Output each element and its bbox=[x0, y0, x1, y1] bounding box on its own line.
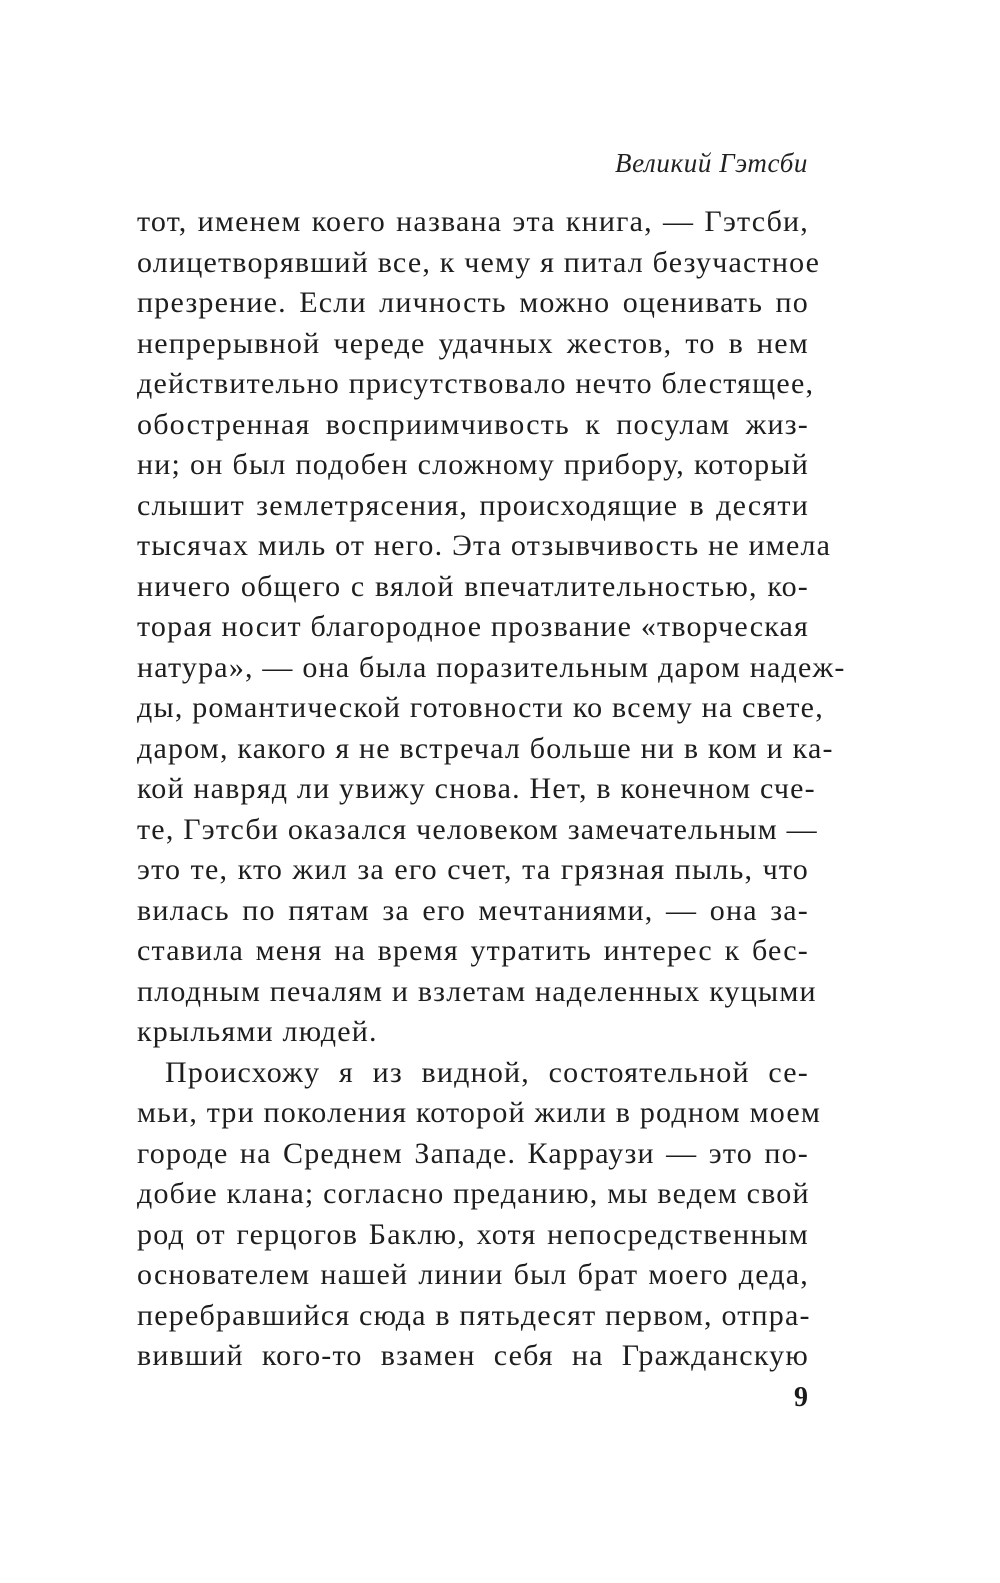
text-line: кой навряд ли увижу снова. Нет, в конечном сче- bbox=[137, 772, 816, 805]
running-head: Великий Гэтсби bbox=[615, 148, 808, 178]
text-line: основателем нашей линии был брат моего деда, bbox=[137, 1258, 809, 1291]
text-line: плодным печалям и взлетам наделенных куцыми bbox=[137, 974, 817, 1008]
text-line: тысячах миль от него. Эта отзывчивость не имела bbox=[137, 529, 832, 562]
text-line: ды, романтической готовности ко всему на свете, bbox=[137, 691, 824, 724]
text-line: перебравшийся сюда в пятьдесят первом, отпра- bbox=[137, 1298, 811, 1332]
text-line: те, Гэтсби оказался человеком замечательным — bbox=[137, 812, 818, 846]
text-line: презрение. Если личность можно оценивать по bbox=[137, 286, 809, 319]
text-line: вилась по пятам за его мечтаниями, — она за- bbox=[137, 893, 809, 927]
text-line: даром, какого я не встречал больше ни в ком и ка- bbox=[137, 731, 834, 765]
text-line: крыльями людей. bbox=[137, 1015, 378, 1048]
paragraph-2 bbox=[137, 1053, 822, 1377]
text-line: городе на Среднем Западе. Карраузи — это по- bbox=[137, 1136, 809, 1170]
text-line: вивший кого-то взамен себя на Гражданскую bbox=[137, 1339, 809, 1372]
text-line: обостренная восприимчивость к посулам жиз- bbox=[137, 407, 809, 441]
text-line: ставила меня на время утратить интерес к бес- bbox=[137, 934, 809, 967]
text-line: ни; он был подобен сложному прибору, который bbox=[137, 448, 809, 481]
text-line: непрерывной череде удачных жестов, то в нем bbox=[137, 326, 809, 360]
text-line: Происхожу я из видной, состоятельной се- bbox=[165, 1055, 809, 1089]
text-line: мьи, три поколения которой жили в родном моем bbox=[137, 1096, 822, 1129]
paragraph-1 bbox=[137, 202, 846, 1053]
text-line: род от герцогов Баклю, хотя непосредственным bbox=[137, 1217, 809, 1251]
text-line: тот, именем коего названа эта книга, — Гэтсби, bbox=[137, 205, 809, 238]
text-line: слышит землетрясения, происходящие в десяти bbox=[137, 488, 809, 522]
text-line: олицетворявший все, к чему я питал безучастное bbox=[137, 245, 821, 279]
text-line: ничего общего с вялой впечатлительностью, ко- bbox=[137, 569, 809, 603]
text-line: это те, кто жил за его счет, та грязная пыль, что bbox=[137, 853, 809, 886]
text-line: добие клана; согласно преданию, мы ведем свой bbox=[137, 1177, 810, 1210]
text-line: торая носит благородное прозвание «творческая bbox=[137, 610, 810, 643]
text-line: действительно присутствовало нечто блестящее, bbox=[137, 367, 815, 400]
text-line: натура», — она была поразительным даром надеж- bbox=[137, 650, 846, 684]
page-number: 9 bbox=[794, 1382, 808, 1413]
body-text bbox=[137, 202, 846, 1377]
